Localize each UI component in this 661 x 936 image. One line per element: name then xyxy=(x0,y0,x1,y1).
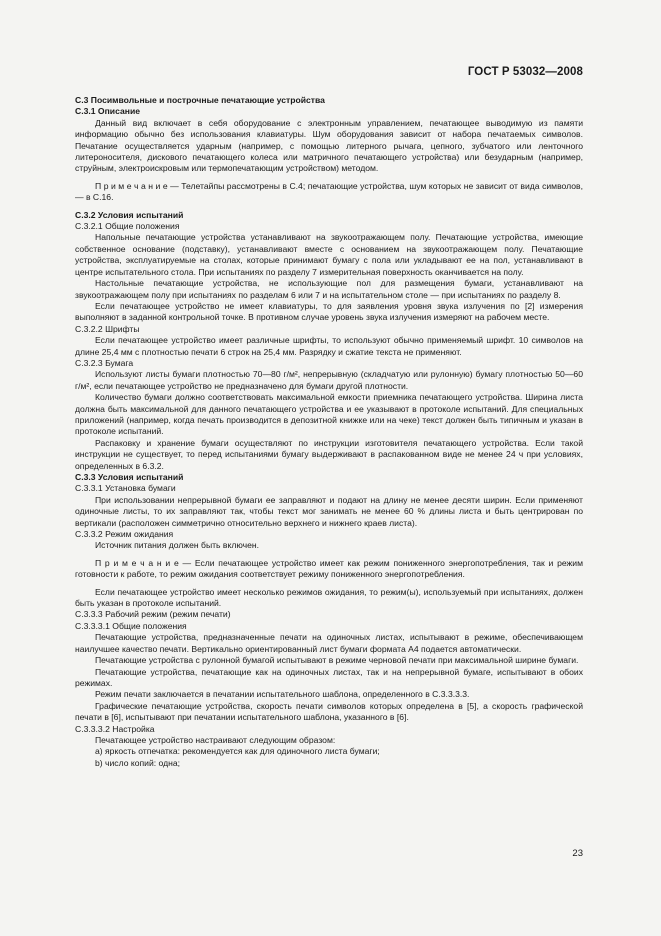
text-paragraph: П р и м е ч а н и е — Телетайпы рассмотрены в C.4; печатающие устройства, шум которых не зависит от вида символов, — в C.16. xyxy=(75,180,583,203)
text-paragraph: C.3.2.2 Шрифты xyxy=(75,323,140,334)
text-paragraph: Настольные печатающие устройства, не использующие пол для размещения бумаги, устанавливают на звукоотражающем полу при испытаниях по разделам 6 или 7 и на испытательном столе — при испытаниях по разделу 8. xyxy=(75,278,583,300)
text-paragraph: Источник питания должен быть включен. xyxy=(95,540,259,551)
text-paragraph: Если печатающее устройство имеет различные шрифты, то используют обычно применяемый шрифт. 10 символов на длине 25,4 мм с плотностью печати 6 строк на 25,4 мм. Разрядку и сжатие текста не применяют. xyxy=(75,335,583,357)
text-paragraph: C.3.3.3.2 Настройка xyxy=(75,723,155,734)
text-paragraph: b) число копий: одна; xyxy=(95,757,181,768)
text-paragraph: a) яркость отпечатка: рекомендуется как для одиночного листа бумаги; xyxy=(95,746,380,757)
text-paragraph: Используют листы бумаги плотностью 70—80 г/м², непрерывную (складчатую или рулонную) бумагу плотностью 50—60 г/м², если печатающее устройство не предназначено для бумаги другой плотности. xyxy=(75,369,583,391)
text-paragraph: П р и м е ч а н и е — Если печатающее устройство имеет как режим пониженного энергопотребления, так и режим готовности к работе, то режим ожидания соответствует режиму пониженного энергопотребления. xyxy=(75,557,583,580)
section-heading: C.3.1 Описание xyxy=(75,106,141,117)
section-heading: C.3.3 Условия испытаний xyxy=(75,472,184,482)
standard-designation: ГОСТ Р 53032—2008 xyxy=(467,66,583,78)
text-paragraph: Печатающие устройства, предназначенные печати на одиночных листах, испытывают в режиме, обеспечивающем наилучшее качество печати. Вертикально ориентированный лист бумаги формата А4 подается автоматически. xyxy=(75,632,583,654)
text-paragraph: Если печатающее устройство имеет несколько режимов ожидания, то режим(ы), используемый при испытаниях, должен быть указан в протоколе испытаний. xyxy=(75,586,583,609)
text-paragraph: Печатающее устройство настраивают следующим образом: xyxy=(95,734,336,745)
text-paragraph: Напольные печатающие устройства устанавливают на звукоотражающем полу. Печатающие устройства, имеющие собственное основание (подставку), устанавливают вместе с основанием на звукоотражающем полу. Печатающие устройства, эксплуатируемые на столах, которые принимают бумагу с пола или укладывают ее на пол, устанавливают в центре испытательного стола. При испытаниях по разделу 7 измерительная поверхность оканчивается на полу. xyxy=(75,232,583,277)
text-paragraph: Печатающие устройства, печатающие как на одиночных листах, так и на непрерывной бумаге, испытывают в обоих режимах. xyxy=(75,666,583,688)
text-paragraph: C.3.3.1 Установка бумаги xyxy=(75,483,176,494)
section-heading: C.3 Посимвольные и построчные печатающие устройства xyxy=(75,95,325,105)
text-paragraph: Печатающие устройства с рулонной бумагой испытывают в режиме черновой печати при максимальной ширине бумаги. xyxy=(95,655,579,666)
section-heading: C.3.2 Условия испытаний xyxy=(75,209,184,220)
text-paragraph: Если печатающее устройство не имеет клавиатуры, то для заявления уровня звука излучения по [2] измерения выполняют в заданной контрольной точке. В противном случае уровень звука излучения измеряют на рабочем месте. xyxy=(75,300,583,323)
text-paragraph: C.3.2.1 Общие положения xyxy=(75,221,180,232)
page-number: 23 xyxy=(572,848,583,859)
text-paragraph: C.3.3.3.1 Общие положения xyxy=(75,620,187,631)
text-paragraph: Количество бумаги должно соответствовать максимальной емкости приемника печатающего устройства. Ширина листа должна быть максимальной для данного печатающего устройства и ее указывают в протоколе испытаний. Для специальных приложений (например, когда печать производится в депозитной книжке или на чеке) текст должен быть типичным и указан в протоколе испытаний. xyxy=(75,392,583,437)
text-paragraph: Графические печатающие устройства, скорость печати символов которых определена в [5], а скорость графической печати в [6], испытывают при печатании испытательного шаблона, указанного в [6]. xyxy=(75,700,583,723)
body-text xyxy=(75,95,583,769)
text-paragraph: C.3.3.3 Рабочий режим (режим печати) xyxy=(75,609,231,620)
text-paragraph: C.3.2.3 Бумага xyxy=(75,357,134,368)
text-paragraph: Распаковку и хранение бумаги осуществляют по инструкции изготовителя печатающего устройства. Если такой инструкции не существует, то перед испытаниями бумагу выдерживают в распакованном виде не менее 24 ч при условиях, определенных в 6.3.2. xyxy=(75,437,583,471)
text-paragraph: Данный вид включает в себя оборудование с электронным управлением, печатающее выводимую из памяти информацию обычно без использования клавиатуры. Шум оборудования зависит от набора печатаемых символов. Печатание осуществляется ударным (например, с помощью литерного рычага, цепного, зубчатого или ленточного литероносителя, дискового печатающего колеса или матричного печатающего устройства) или безударным (например, струйным, электроискровым или термопечатающим устройством) методом. xyxy=(75,117,583,174)
text-paragraph: При использовании непрерывной бумаги ее заправляют и подают на длину не менее десяти ширин. Если применяют одиночные листы, то их заправляют так, чтобы текст мог занимать не менее 60 % длины листа и быть центрирован по вертикали (расположен симметрично относительно верхнего и нижнего краев листа). xyxy=(75,494,583,528)
text-paragraph: Режим печати заключается в печатании испытательного шаблона, определенного в C.3.3.3.3. xyxy=(95,689,470,700)
text-paragraph: C.3.3.2 Режим ожидания xyxy=(75,529,174,540)
